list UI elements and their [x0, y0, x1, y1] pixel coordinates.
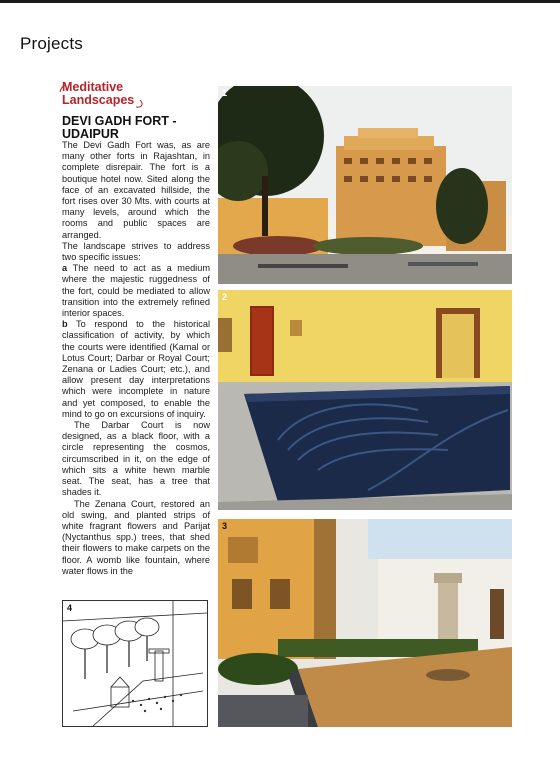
article-title-line-1: DEVI GADH FORT - [62, 114, 177, 128]
photo-number-2: 2 [222, 292, 228, 302]
sketch-zenana-court [62, 600, 208, 727]
top-rule [0, 0, 560, 3]
marker-a: a [62, 263, 68, 274]
marker-b: b [62, 319, 68, 330]
paragraph-b-text: To respond to the historical classification of activity, by which the courts were identified (Kamal or Lotus Court; Darbar or Royal Court; Zenana or Ladies Court; etc.), and allow present day interpretations which were incomplete in nature and yet composed, to enable the mind to go on excursions of inquiry. [62, 319, 210, 419]
paragraph-b [62, 319, 210, 420]
paragraph-darbar: The Darbar Court is now designed, as a black floor, with a circle representing the cosmos, circumscribed in it, on the edge of which sits a white hewn marble seat. The seat, has a tree that shades it. [62, 420, 210, 498]
paragraph-a [62, 263, 210, 319]
sketch-number-4: 4 [67, 603, 73, 613]
paragraph-zenana: The Zenana Court, restored an old swing, and planted strips of white fragrant flowers and Parijat (Nyctanthus spp.) trees, that shed their flowers to make carpets on the floor. A womb like fountain, where water flows in the [62, 498, 210, 576]
photo-zenana-court [218, 519, 512, 727]
photo-darbar-court [218, 290, 512, 510]
section-title: Projects [20, 34, 84, 53]
kicker-line-2: Landscapes [62, 93, 135, 107]
kicker-line-1: Meditative [62, 80, 124, 94]
kicker [62, 81, 202, 107]
article-title-line-2: UDAIPUR [62, 127, 119, 141]
article-body [62, 140, 210, 577]
photo-number-3: 3 [222, 521, 228, 531]
paragraph-issues: The landscape strives to address two specific issues: [62, 240, 210, 263]
paragraph-a-text: The need to act as a medium where the majestic ruggedness of the fort, could be mediated to allow transition into the extremely refined interior spaces. [62, 263, 210, 319]
photo-fort-exterior [218, 86, 512, 284]
article-title [62, 115, 212, 141]
photo-number-1: 1 [222, 88, 228, 98]
paragraph-intro: The Devi Gadh Fort was, as are many other forts in Rajashtan, in complete disrepair. The fort is a boutique hotel now. Sited along the face of an excavated hillside, the fort rises over 30 Mts. with courts at many levels, around which the rooms and public spaces are arranged. [62, 140, 210, 240]
